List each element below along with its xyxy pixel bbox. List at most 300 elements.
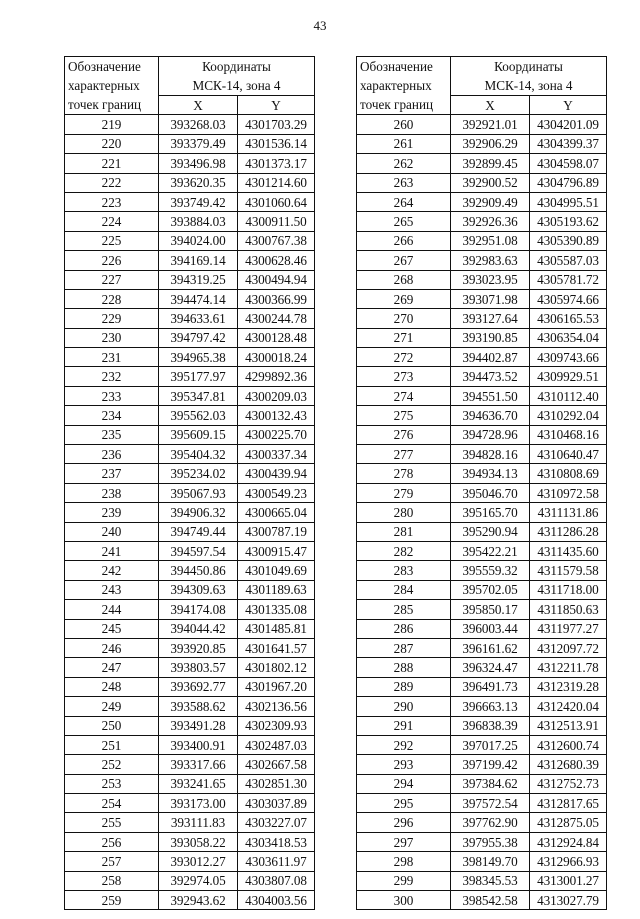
point-number-cell: 245 — [65, 619, 159, 638]
coordinates-table-left — [64, 56, 315, 910]
point-number-cell: 297 — [357, 832, 451, 851]
point-number-cell: 289 — [357, 677, 451, 696]
table-row — [65, 716, 315, 735]
y-coordinate-cell: 4300225.70 — [238, 425, 315, 444]
point-number-cell: 233 — [65, 386, 159, 405]
x-coordinate-cell: 393012.27 — [159, 852, 238, 871]
y-coordinate-cell: 4304003.56 — [238, 891, 315, 910]
y-coordinate-cell: 4305587.03 — [530, 251, 607, 270]
y-coordinate-cell: 4301536.14 — [238, 134, 315, 153]
table-row — [65, 677, 315, 696]
x-coordinate-cell: 392951.08 — [451, 231, 530, 250]
x-coordinate-cell: 395702.05 — [451, 580, 530, 599]
x-coordinate-cell: 395562.03 — [159, 406, 238, 425]
y-coordinate-cell: 4301060.64 — [238, 192, 315, 211]
x-coordinate-cell: 393241.65 — [159, 774, 238, 793]
coordinates-table-right — [356, 56, 607, 910]
point-number-cell: 287 — [357, 638, 451, 657]
x-coordinate-cell: 394828.16 — [451, 445, 530, 464]
point-number-cell: 224 — [65, 212, 159, 231]
table-row — [357, 425, 607, 444]
y-coordinate-cell: 4311850.63 — [530, 600, 607, 619]
y-coordinate-cell: 4301641.57 — [238, 638, 315, 657]
point-number-cell: 295 — [357, 794, 451, 813]
point-number-cell: 253 — [65, 774, 159, 793]
table-row — [65, 541, 315, 560]
y-coordinate-cell: 4312600.74 — [530, 735, 607, 754]
point-number-cell: 280 — [357, 503, 451, 522]
x-coordinate-cell: 394633.61 — [159, 309, 238, 328]
x-coordinate-cell: 394024.00 — [159, 231, 238, 250]
y-coordinate-cell: 4300128.48 — [238, 328, 315, 347]
table-row — [65, 270, 315, 289]
point-number-cell: 241 — [65, 541, 159, 560]
table-row — [357, 251, 607, 270]
point-number-cell: 300 — [357, 891, 451, 910]
point-number-cell: 257 — [65, 852, 159, 871]
x-coordinate-cell: 393127.64 — [451, 309, 530, 328]
table-row — [357, 774, 607, 793]
point-number-cell: 277 — [357, 445, 451, 464]
x-coordinate-cell: 394174.08 — [159, 600, 238, 619]
table-row — [357, 348, 607, 367]
y-coordinate-cell: 4305781.72 — [530, 270, 607, 289]
y-coordinate-cell: 4303037.89 — [238, 794, 315, 813]
x-coordinate-cell: 396161.62 — [451, 638, 530, 657]
header-line: МСК-14, зона 4 — [192, 78, 281, 93]
x-header: X — [451, 96, 530, 115]
table-row — [357, 134, 607, 153]
table-row — [357, 638, 607, 657]
y-coordinate-cell: 4301335.08 — [238, 600, 315, 619]
x-coordinate-cell: 398542.58 — [451, 891, 530, 910]
y-coordinate-cell: 4300494.94 — [238, 270, 315, 289]
point-number-cell: 230 — [65, 328, 159, 347]
table-row — [357, 658, 607, 677]
y-coordinate-cell: 4301189.63 — [238, 580, 315, 599]
y-coordinate-cell: 4304201.09 — [530, 115, 607, 134]
y-coordinate-cell: 4310468.16 — [530, 425, 607, 444]
table-body — [357, 115, 607, 910]
point-number-cell: 267 — [357, 251, 451, 270]
x-coordinate-cell: 394749.44 — [159, 522, 238, 541]
table-row — [65, 289, 315, 308]
table-row — [357, 677, 607, 696]
header-line: точек границ — [68, 97, 142, 112]
y-coordinate-cell: 4300665.04 — [238, 503, 315, 522]
y-coordinate-cell: 4311131.86 — [530, 503, 607, 522]
x-coordinate-cell: 393749.42 — [159, 192, 238, 211]
point-number-cell: 270 — [357, 309, 451, 328]
point-number-cell: 271 — [357, 328, 451, 347]
point-number-cell: 294 — [357, 774, 451, 793]
table-row — [65, 794, 315, 813]
x-coordinate-cell: 393071.98 — [451, 289, 530, 308]
table-row — [65, 600, 315, 619]
x-coordinate-cell: 396003.44 — [451, 619, 530, 638]
x-coordinate-cell: 393620.35 — [159, 173, 238, 192]
x-coordinate-cell: 392909.49 — [451, 192, 530, 211]
table-row — [65, 503, 315, 522]
table-row — [357, 852, 607, 871]
point-number-cell: 278 — [357, 464, 451, 483]
table-row — [65, 891, 315, 910]
y-coordinate-cell: 4304399.37 — [530, 134, 607, 153]
x-coordinate-cell: 393400.91 — [159, 735, 238, 754]
point-number-cell: 292 — [357, 735, 451, 754]
point-number-cell: 296 — [357, 813, 451, 832]
point-number-cell: 279 — [357, 483, 451, 502]
table-row — [357, 212, 607, 231]
y-coordinate-cell: 4302487.03 — [238, 735, 315, 754]
point-number-cell: 260 — [357, 115, 451, 134]
x-coordinate-cell: 394044.42 — [159, 619, 238, 638]
table-row — [357, 600, 607, 619]
point-number-cell: 284 — [357, 580, 451, 599]
x-coordinate-cell: 394309.63 — [159, 580, 238, 599]
y-coordinate-cell: 4312680.39 — [530, 755, 607, 774]
x-coordinate-cell: 396491.73 — [451, 677, 530, 696]
y-coordinate-cell: 4310112.40 — [530, 386, 607, 405]
x-coordinate-cell: 392983.63 — [451, 251, 530, 270]
x-coordinate-cell: 393803.57 — [159, 658, 238, 677]
y-coordinate-cell: 4311977.27 — [530, 619, 607, 638]
table-row — [357, 735, 607, 754]
y-coordinate-cell: 4303611.97 — [238, 852, 315, 871]
y-coordinate-cell: 4304598.07 — [530, 154, 607, 173]
point-number-cell: 276 — [357, 425, 451, 444]
table-row — [357, 367, 607, 386]
table-row — [65, 852, 315, 871]
table-row — [357, 445, 607, 464]
point-number-cell: 226 — [65, 251, 159, 270]
header-line: Координаты — [202, 59, 271, 74]
table-row — [357, 619, 607, 638]
point-number-cell: 223 — [65, 192, 159, 211]
x-coordinate-cell: 398149.70 — [451, 852, 530, 871]
y-coordinate-cell: 4300549.23 — [238, 483, 315, 502]
y-coordinate-cell: 4312211.78 — [530, 658, 607, 677]
table-row — [357, 115, 607, 134]
y-coordinate-cell: 4312097.72 — [530, 638, 607, 657]
point-number-cell: 288 — [357, 658, 451, 677]
y-coordinate-cell: 4302309.93 — [238, 716, 315, 735]
point-number-cell: 235 — [65, 425, 159, 444]
point-number-cell: 219 — [65, 115, 159, 134]
y-coordinate-cell: 4300366.99 — [238, 289, 315, 308]
table-row — [357, 813, 607, 832]
point-number-cell: 255 — [65, 813, 159, 832]
table-row — [357, 503, 607, 522]
y-coordinate-cell: 4300915.47 — [238, 541, 315, 560]
x-coordinate-cell: 392899.45 — [451, 154, 530, 173]
point-number-cell: 244 — [65, 600, 159, 619]
y-coordinate-cell: 4305390.89 — [530, 231, 607, 250]
y-coordinate-cell: 4312817.65 — [530, 794, 607, 813]
x-coordinate-cell: 396663.13 — [451, 697, 530, 716]
x-coordinate-cell: 394551.50 — [451, 386, 530, 405]
x-coordinate-cell: 394169.14 — [159, 251, 238, 270]
x-coordinate-cell: 393317.66 — [159, 755, 238, 774]
x-coordinate-cell: 393588.62 — [159, 697, 238, 716]
y-coordinate-cell: 4301703.29 — [238, 115, 315, 134]
table-row — [65, 619, 315, 638]
y-coordinate-cell: 4306165.53 — [530, 309, 607, 328]
point-number-cell: 274 — [357, 386, 451, 405]
x-coordinate-cell: 397017.25 — [451, 735, 530, 754]
table-row — [65, 697, 315, 716]
y-coordinate-cell: 4304995.51 — [530, 192, 607, 211]
table-row — [65, 154, 315, 173]
point-number-cell: 227 — [65, 270, 159, 289]
x-coordinate-cell: 395290.94 — [451, 522, 530, 541]
x-coordinate-cell: 393268.03 — [159, 115, 238, 134]
table-row — [65, 425, 315, 444]
y-coordinate-cell: 4310292.04 — [530, 406, 607, 425]
x-coordinate-cell: 394636.70 — [451, 406, 530, 425]
table-row — [65, 658, 315, 677]
y-coordinate-cell: 4310808.69 — [530, 464, 607, 483]
point-number-cell: 228 — [65, 289, 159, 308]
x-coordinate-cell: 396324.47 — [451, 658, 530, 677]
point-label-header — [357, 57, 451, 115]
point-number-cell: 243 — [65, 580, 159, 599]
point-number-cell: 249 — [65, 697, 159, 716]
x-coordinate-cell: 393496.98 — [159, 154, 238, 173]
x-coordinate-cell: 393884.03 — [159, 212, 238, 231]
page-number: 43 — [313, 18, 327, 33]
y-coordinate-cell: 4309929.51 — [530, 367, 607, 386]
x-coordinate-cell: 392974.05 — [159, 871, 238, 890]
header-line: точек границ — [360, 97, 434, 112]
x-coordinate-cell: 397199.42 — [451, 755, 530, 774]
x-coordinate-cell: 392906.29 — [451, 134, 530, 153]
table-row — [65, 309, 315, 328]
table-row — [65, 580, 315, 599]
y-coordinate-cell: 4301802.12 — [238, 658, 315, 677]
x-coordinate-cell: 393058.22 — [159, 832, 238, 851]
y-coordinate-cell: 4300337.34 — [238, 445, 315, 464]
table-row — [357, 716, 607, 735]
table-row — [357, 270, 607, 289]
y-coordinate-cell: 4303227.07 — [238, 813, 315, 832]
y-coordinate-cell: 4302851.30 — [238, 774, 315, 793]
y-coordinate-cell: 4306354.04 — [530, 328, 607, 347]
table-row — [65, 464, 315, 483]
table-row — [357, 794, 607, 813]
coordinates-header — [159, 57, 315, 96]
y-coordinate-cell: 4305193.62 — [530, 212, 607, 231]
point-number-cell: 232 — [65, 367, 159, 386]
x-coordinate-cell: 397384.62 — [451, 774, 530, 793]
table-row — [65, 231, 315, 250]
y-coordinate-cell: 4309743.66 — [530, 348, 607, 367]
header-line: Обозначение — [68, 59, 141, 74]
y-coordinate-cell: 4301485.81 — [238, 619, 315, 638]
y-coordinate-cell: 4301373.17 — [238, 154, 315, 173]
y-coordinate-cell: 4312319.28 — [530, 677, 607, 696]
x-coordinate-cell: 393491.28 — [159, 716, 238, 735]
y-coordinate-cell: 4304796.89 — [530, 173, 607, 192]
table-row — [357, 406, 607, 425]
header-line: МСК-14, зона 4 — [484, 78, 573, 93]
x-coordinate-cell: 393920.85 — [159, 638, 238, 657]
y-coordinate-cell: 4300628.46 — [238, 251, 315, 270]
table-row — [65, 445, 315, 464]
table-row — [65, 115, 315, 134]
point-number-cell: 222 — [65, 173, 159, 192]
point-number-cell: 272 — [357, 348, 451, 367]
table-row — [65, 367, 315, 386]
point-number-cell: 240 — [65, 522, 159, 541]
header-line: характерных — [360, 78, 432, 93]
x-coordinate-cell: 397572.54 — [451, 794, 530, 813]
y-coordinate-cell: 4300209.03 — [238, 386, 315, 405]
table-row — [357, 289, 607, 308]
x-coordinate-cell: 394906.32 — [159, 503, 238, 522]
x-coordinate-cell: 393173.00 — [159, 794, 238, 813]
x-coordinate-cell: 395559.32 — [451, 561, 530, 580]
y-coordinate-cell: 4313027.79 — [530, 891, 607, 910]
y-coordinate-cell: 4310972.58 — [530, 483, 607, 502]
x-coordinate-cell: 393111.83 — [159, 813, 238, 832]
x-coordinate-cell: 394450.86 — [159, 561, 238, 580]
table-row — [357, 154, 607, 173]
point-number-cell: 256 — [65, 832, 159, 851]
point-number-cell: 247 — [65, 658, 159, 677]
table-row — [65, 173, 315, 192]
table-row — [65, 832, 315, 851]
table-row — [65, 638, 315, 657]
point-number-cell: 250 — [65, 716, 159, 735]
x-coordinate-cell: 394473.52 — [451, 367, 530, 386]
y-coordinate-cell: 4312513.91 — [530, 716, 607, 735]
point-number-cell: 221 — [65, 154, 159, 173]
table-row — [357, 173, 607, 192]
x-coordinate-cell: 393379.49 — [159, 134, 238, 153]
y-coordinate-cell: 4300439.94 — [238, 464, 315, 483]
x-coordinate-cell: 395850.17 — [451, 600, 530, 619]
table-row — [357, 464, 607, 483]
table-row — [65, 406, 315, 425]
y-coordinate-cell: 4312752.73 — [530, 774, 607, 793]
y-coordinate-cell: 4312924.84 — [530, 832, 607, 851]
x-coordinate-cell: 395609.15 — [159, 425, 238, 444]
point-number-cell: 273 — [357, 367, 451, 386]
x-coordinate-cell: 394797.42 — [159, 328, 238, 347]
x-coordinate-cell: 396838.39 — [451, 716, 530, 735]
table-row — [357, 755, 607, 774]
point-number-cell: 286 — [357, 619, 451, 638]
y-coordinate-cell: 4310640.47 — [530, 445, 607, 464]
table-row — [357, 309, 607, 328]
x-coordinate-cell: 395177.97 — [159, 367, 238, 386]
point-number-cell: 238 — [65, 483, 159, 502]
table-row — [65, 251, 315, 270]
point-number-cell: 264 — [357, 192, 451, 211]
x-coordinate-cell: 395347.81 — [159, 386, 238, 405]
y-coordinate-cell: 4305974.66 — [530, 289, 607, 308]
table-row — [357, 871, 607, 890]
point-number-cell: 237 — [65, 464, 159, 483]
y-coordinate-cell: 4300767.38 — [238, 231, 315, 250]
x-coordinate-cell: 394597.54 — [159, 541, 238, 560]
x-coordinate-cell: 394728.96 — [451, 425, 530, 444]
y-coordinate-cell: 4312420.04 — [530, 697, 607, 716]
table-body — [65, 115, 315, 910]
table-row — [65, 522, 315, 541]
point-number-cell: 298 — [357, 852, 451, 871]
table-row — [65, 348, 315, 367]
y-coordinate-cell: 4303418.53 — [238, 832, 315, 851]
y-coordinate-cell: 4300018.24 — [238, 348, 315, 367]
point-number-cell: 252 — [65, 755, 159, 774]
point-number-cell: 239 — [65, 503, 159, 522]
table-row — [357, 891, 607, 910]
y-coordinate-cell: 4300911.50 — [238, 212, 315, 231]
table-row — [65, 561, 315, 580]
point-number-cell: 263 — [357, 173, 451, 192]
y-coordinate-cell: 4302667.58 — [238, 755, 315, 774]
y-coordinate-cell: 4311718.00 — [530, 580, 607, 599]
y-coordinate-cell: 4302136.56 — [238, 697, 315, 716]
y-coordinate-cell: 4300787.19 — [238, 522, 315, 541]
table-row — [357, 231, 607, 250]
x-coordinate-cell: 395046.70 — [451, 483, 530, 502]
point-number-cell: 242 — [65, 561, 159, 580]
x-header: X — [159, 96, 238, 115]
x-coordinate-cell: 395234.02 — [159, 464, 238, 483]
table-row — [357, 697, 607, 716]
y-coordinate-cell: 4301214.60 — [238, 173, 315, 192]
table-row — [65, 813, 315, 832]
point-number-cell: 236 — [65, 445, 159, 464]
point-number-cell: 248 — [65, 677, 159, 696]
point-number-cell: 291 — [357, 716, 451, 735]
x-coordinate-cell: 395067.93 — [159, 483, 238, 502]
x-coordinate-cell: 394474.14 — [159, 289, 238, 308]
y-coordinate-cell: 4312875.05 — [530, 813, 607, 832]
y-coordinate-cell: 4313001.27 — [530, 871, 607, 890]
x-coordinate-cell: 393190.85 — [451, 328, 530, 347]
table-row — [65, 328, 315, 347]
table-row — [65, 192, 315, 211]
x-coordinate-cell: 397762.90 — [451, 813, 530, 832]
x-coordinate-cell: 394319.25 — [159, 270, 238, 289]
y-coordinate-cell: 4301967.20 — [238, 677, 315, 696]
x-coordinate-cell: 392921.01 — [451, 115, 530, 134]
point-number-cell: 290 — [357, 697, 451, 716]
y-coordinate-cell: 4300132.43 — [238, 406, 315, 425]
point-number-cell: 234 — [65, 406, 159, 425]
y-coordinate-cell: 4301049.69 — [238, 561, 315, 580]
x-coordinate-cell: 393023.95 — [451, 270, 530, 289]
header-line: Координаты — [494, 59, 563, 74]
point-number-cell: 299 — [357, 871, 451, 890]
point-number-cell: 259 — [65, 891, 159, 910]
x-coordinate-cell: 395165.70 — [451, 503, 530, 522]
table-row — [65, 774, 315, 793]
x-coordinate-cell: 394402.87 — [451, 348, 530, 367]
table-row — [357, 561, 607, 580]
x-coordinate-cell: 395422.21 — [451, 541, 530, 560]
table-row — [65, 483, 315, 502]
point-number-cell: 229 — [65, 309, 159, 328]
point-number-cell: 282 — [357, 541, 451, 560]
point-number-cell: 281 — [357, 522, 451, 541]
table-row — [65, 134, 315, 153]
x-coordinate-cell: 394965.38 — [159, 348, 238, 367]
